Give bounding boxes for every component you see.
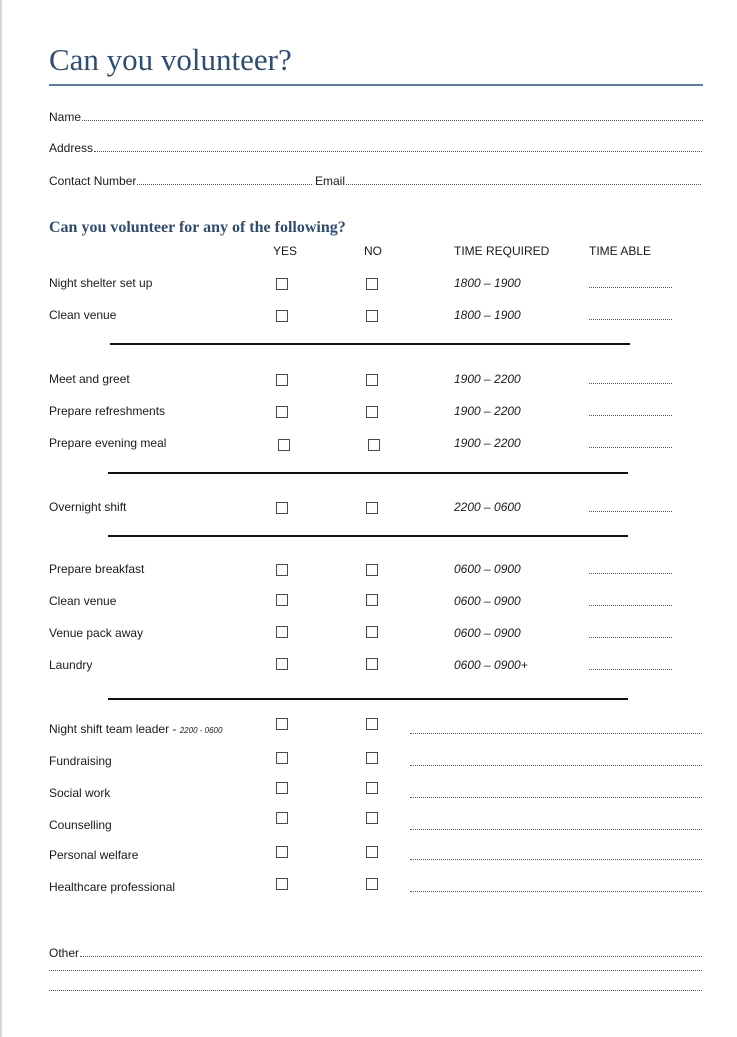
yes-checkbox[interactable] xyxy=(276,752,288,764)
role-label-text: Night shift team leader - xyxy=(49,722,180,736)
section-heading: Can you volunteer for any of the following? xyxy=(49,219,346,236)
address-label: Address xyxy=(49,141,94,155)
task-label: Clean venue xyxy=(49,308,117,322)
role-row xyxy=(0,846,737,866)
role-label: Social work xyxy=(49,786,111,800)
section-divider xyxy=(108,535,628,537)
address-dotted-line[interactable] xyxy=(94,148,702,152)
contact-number-dotted-line[interactable] xyxy=(137,181,312,185)
other-field[interactable] xyxy=(49,944,702,960)
address-field[interactable] xyxy=(49,139,702,155)
other-continuation-line[interactable] xyxy=(49,990,702,991)
yes-checkbox[interactable] xyxy=(276,310,288,322)
task-label: Prepare refreshments xyxy=(49,404,166,418)
time-able-line[interactable] xyxy=(589,287,672,288)
details-line[interactable] xyxy=(410,733,702,734)
no-checkbox[interactable] xyxy=(366,812,378,824)
yes-checkbox[interactable] xyxy=(278,439,290,451)
task-label: Meet and greet xyxy=(49,372,130,386)
email-field[interactable] xyxy=(315,172,701,188)
yes-checkbox[interactable] xyxy=(276,374,288,386)
time-required: 2200 – 0600 xyxy=(454,500,521,514)
time-able-line[interactable] xyxy=(589,573,672,574)
no-checkbox[interactable] xyxy=(366,846,378,858)
task-row xyxy=(0,624,737,644)
yes-checkbox[interactable] xyxy=(276,502,288,514)
name-label: Name xyxy=(49,110,82,124)
time-required: 0600 – 0900 xyxy=(454,626,521,640)
time-required: 1800 – 1900 xyxy=(454,276,521,290)
details-line[interactable] xyxy=(410,765,702,766)
no-checkbox[interactable] xyxy=(366,878,378,890)
time-required: 1900 – 2200 xyxy=(454,436,521,450)
task-row xyxy=(0,274,737,294)
role-label xyxy=(49,722,222,736)
role-label-time: 2200 - 0600 xyxy=(179,726,223,735)
time-able-line[interactable] xyxy=(589,383,672,384)
task-row xyxy=(0,592,737,612)
task-row xyxy=(0,306,737,326)
yes-checkbox[interactable] xyxy=(276,564,288,576)
task-label: Night shelter set up xyxy=(49,276,153,290)
contact-number-field[interactable] xyxy=(49,172,312,188)
no-checkbox[interactable] xyxy=(366,594,378,606)
task-label: Clean venue xyxy=(49,594,117,608)
section-divider xyxy=(110,343,630,345)
time-able-line[interactable] xyxy=(589,415,672,416)
page-title: Can you volunteer? xyxy=(49,42,292,77)
task-label: Overnight shift xyxy=(49,500,127,514)
no-checkbox[interactable] xyxy=(366,278,378,290)
task-row xyxy=(0,498,737,518)
yes-checkbox[interactable] xyxy=(276,658,288,670)
yes-checkbox[interactable] xyxy=(276,782,288,794)
task-row xyxy=(0,560,737,580)
contact-number-label: Contact Number xyxy=(49,174,137,188)
task-label: Laundry xyxy=(49,658,93,672)
task-row xyxy=(0,434,737,454)
no-checkbox[interactable] xyxy=(366,502,378,514)
task-row xyxy=(0,402,737,422)
time-able-line[interactable] xyxy=(589,319,672,320)
column-header-time-able: TIME ABLE xyxy=(589,244,652,258)
details-line[interactable] xyxy=(410,891,702,892)
section-divider xyxy=(108,472,628,474)
title-underline xyxy=(49,84,703,86)
no-checkbox[interactable] xyxy=(366,374,378,386)
email-dotted-line[interactable] xyxy=(346,181,701,185)
email-label: Email xyxy=(315,174,346,188)
time-able-line[interactable] xyxy=(589,447,672,448)
time-required: 1900 – 2200 xyxy=(454,372,521,386)
column-header-yes: YES xyxy=(273,244,298,258)
details-line[interactable] xyxy=(410,859,702,860)
time-required: 0600 – 0900 xyxy=(454,562,521,576)
no-checkbox[interactable] xyxy=(366,564,378,576)
role-label: Personal welfare xyxy=(49,848,139,862)
column-header-no: NO xyxy=(364,244,382,258)
other-label: Other xyxy=(49,946,80,960)
yes-checkbox[interactable] xyxy=(276,278,288,290)
yes-checkbox[interactable] xyxy=(276,846,288,858)
role-row xyxy=(0,878,737,898)
no-checkbox[interactable] xyxy=(366,658,378,670)
section-divider xyxy=(108,698,628,700)
details-line[interactable] xyxy=(410,829,702,830)
details-line[interactable] xyxy=(410,797,702,798)
task-label: Venue pack away xyxy=(49,626,144,640)
task-row xyxy=(0,656,737,676)
name-field[interactable] xyxy=(49,108,703,124)
time-able-line[interactable] xyxy=(589,511,672,512)
no-checkbox[interactable] xyxy=(366,718,378,730)
task-label: Prepare breakfast xyxy=(49,562,145,576)
time-required: 0600 – 0900+ xyxy=(454,658,528,672)
name-dotted-line[interactable] xyxy=(82,117,703,121)
other-dotted-line[interactable] xyxy=(80,953,702,957)
role-row xyxy=(0,816,737,836)
no-checkbox[interactable] xyxy=(368,439,380,451)
role-label: Counselling xyxy=(49,818,112,832)
no-checkbox[interactable] xyxy=(366,310,378,322)
yes-checkbox[interactable] xyxy=(276,626,288,638)
role-row xyxy=(0,752,737,772)
column-header-time-required: TIME REQUIRED xyxy=(454,244,550,258)
yes-checkbox[interactable] xyxy=(276,406,288,418)
task-label: Prepare evening meal xyxy=(49,436,167,450)
yes-checkbox[interactable] xyxy=(276,594,288,606)
time-able-line[interactable] xyxy=(589,637,672,638)
time-able-line[interactable] xyxy=(589,605,672,606)
no-checkbox[interactable] xyxy=(366,626,378,638)
time-able-line[interactable] xyxy=(589,669,672,670)
task-row xyxy=(0,370,737,390)
other-continuation-line[interactable] xyxy=(49,970,702,971)
yes-checkbox[interactable] xyxy=(276,812,288,824)
role-row xyxy=(0,720,737,740)
role-label: Fundraising xyxy=(49,754,112,768)
time-required: 0600 – 0900 xyxy=(454,594,521,608)
time-required: 1800 – 1900 xyxy=(454,308,521,322)
yes-checkbox[interactable] xyxy=(276,878,288,890)
role-label: Healthcare professional xyxy=(49,880,176,894)
no-checkbox[interactable] xyxy=(366,782,378,794)
no-checkbox[interactable] xyxy=(366,406,378,418)
time-required: 1900 – 2200 xyxy=(454,404,521,418)
yes-checkbox[interactable] xyxy=(276,718,288,730)
no-checkbox[interactable] xyxy=(366,752,378,764)
role-row xyxy=(0,784,737,804)
